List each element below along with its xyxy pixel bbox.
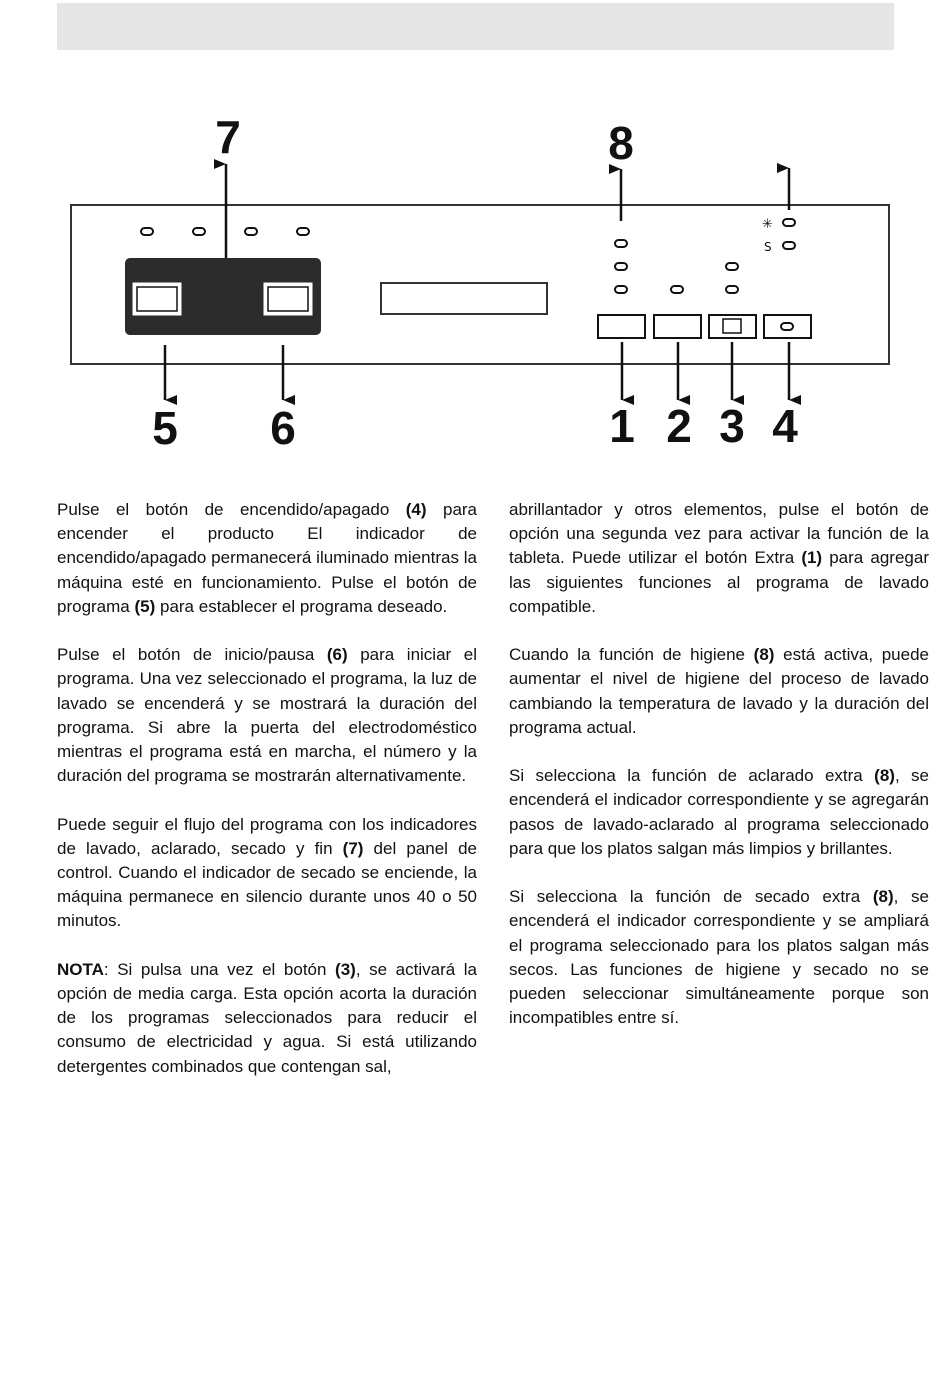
callout-number: 8	[608, 117, 634, 169]
text-run: para iniciar el programa. Una vez seleccionado el programa, la luz de lavado se encenderá y se mostrará la duración del programa. Si abre la puerta del electrodoméstico mientras el programa está en marcha, el número y la duración del programa se mostrarán alternativamente.	[57, 645, 477, 786]
text-run: para encender el producto El indicador de encendido/apagado permanecerá iluminado mientras la máquina esté en funcionamiento. Pulse el botón de programa	[57, 500, 478, 616]
paragraph	[57, 643, 477, 788]
callout-number: 2	[666, 400, 692, 452]
text-run: está activa, puede aumentar el nivel de higiene del proceso de lavado cambiando la temperatura de lavado y la duración del programa actual.	[509, 645, 929, 737]
bold-reference: (3)	[335, 959, 356, 979]
bold-reference: (8)	[753, 645, 775, 665]
text-run: del panel de control. Cuando el indicador de secado se enciende, la máquina permanece en silencio durante unos 40 o 50 minutos.	[57, 838, 477, 931]
text-run: abrillantador y otros elementos, pulse el botón de opción una segunda vez para activar la función de la tableta. Puede utilizar el botón Extra	[509, 500, 929, 568]
right-text-column	[509, 498, 929, 1055]
indicator-led	[671, 286, 683, 293]
option-button[interactable]	[654, 315, 701, 338]
rinse-aid-icon: ✳	[762, 217, 773, 232]
control-panel-diagram	[0, 0, 950, 470]
indicator-led	[726, 263, 738, 270]
indicator-led	[245, 228, 257, 235]
rinse-aid-led	[783, 219, 795, 226]
text-run: Puede seguir el flujo del programa con los indicadores de lavado, aclarado, secado y fin	[57, 814, 477, 858]
bold-reference: (8)	[874, 766, 895, 786]
paragraph	[57, 958, 477, 1079]
bold-reference: (4)	[405, 500, 427, 519]
program-button[interactable]	[133, 283, 181, 315]
paragraph	[509, 498, 929, 619]
paragraph	[57, 498, 477, 619]
power-button[interactable]	[764, 315, 811, 338]
text-run: , se encenderá el indicador correspondiente y se agregarán pasos de lavado-aclarado al programa seleccionado para que los platos salgan más limpios y brillantes.	[509, 766, 930, 858]
text-run: Si selecciona la función de aclarado extra	[509, 766, 875, 786]
text-run: : Si pulsa una vez el botón	[103, 959, 336, 979]
callout-number: 1	[609, 400, 635, 452]
salt-icon: S	[764, 240, 772, 254]
indicator-led	[615, 286, 627, 293]
text-run: para agregar las siguientes funciones al programa de lavado compatible.	[509, 548, 929, 616]
bold-reference: NOTA	[57, 959, 104, 979]
extra-button[interactable]	[598, 315, 645, 338]
text-run: Cuando la función de higiene	[509, 645, 754, 665]
text-run: Pulse el botón de inicio/pausa	[57, 645, 327, 665]
callout-number: 6	[270, 402, 296, 454]
callout-number: 7	[215, 111, 241, 163]
indicator-led	[297, 228, 309, 235]
indicator-led	[141, 228, 153, 235]
text-run: Si selecciona la función de secado extra	[509, 887, 873, 907]
text-run: , se encenderá el indicador correspondiente y se ampliará el programa seleccionado para los platos salgan más secos. Las funciones de higiene y secado no se pueden seleccionar simultáneamente porque son incompatibles entre sí.	[509, 887, 929, 1028]
bold-reference: (5)	[134, 596, 156, 616]
paragraph	[509, 643, 929, 740]
callout-number: 3	[719, 400, 745, 452]
display-window	[381, 283, 547, 314]
callout-number: 4	[772, 400, 798, 452]
indicator-led	[726, 286, 738, 293]
callout-number: 5	[152, 402, 178, 454]
bold-reference: (8)	[872, 887, 894, 907]
start-pause-button[interactable]	[264, 283, 312, 315]
indicator-led	[615, 240, 627, 247]
half-load-button[interactable]	[709, 315, 756, 338]
text-run: para establecer el programa deseado.	[155, 596, 448, 616]
bold-reference: (1)	[801, 548, 823, 568]
indicator-led	[615, 263, 627, 270]
bold-reference: (7)	[342, 838, 364, 858]
paragraph	[509, 885, 929, 1030]
salt-led	[783, 242, 795, 249]
bold-reference: (6)	[326, 645, 348, 665]
paragraph	[509, 764, 929, 861]
text-run: Pulse el botón de encendido/apagado	[57, 500, 406, 519]
paragraph	[57, 813, 477, 934]
left-text-column	[57, 498, 477, 1103]
indicator-led	[193, 228, 205, 235]
text-run: , se activará la opción de media carga. Esta opción acorta la duración de los programas seleccionados para reducir el consumo de electricidad y agua. Si está utilizando detergentes combinados que contengan sal,	[57, 959, 478, 1076]
